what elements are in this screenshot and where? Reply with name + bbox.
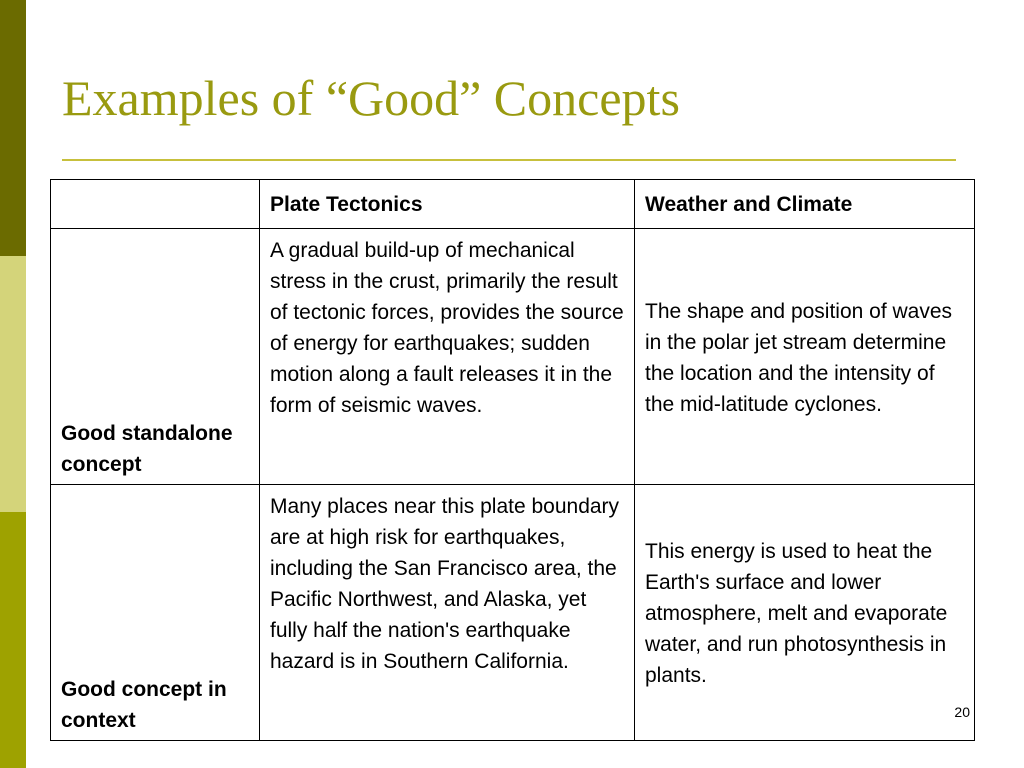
title-divider: [62, 159, 956, 161]
table-header-row: [51, 180, 975, 229]
decorative-bar-bottom: [0, 512, 26, 768]
row-label-in-context: Good concept in context: [51, 485, 260, 741]
cell-plate-tectonics-in-context: Many places near this plate boundary are at high risk for earthquakes, including the San Francisco area, the Pacific Northwest, and Alaska, yet fully half the nation's earthquake hazard is in Southern California.: [260, 485, 635, 741]
cell-weather-climate-standalone: The shape and position of waves in the polar jet stream determine the location and the intensity of the mid-latitude cyclones.: [635, 229, 975, 485]
header-weather-climate: Weather and Climate: [635, 180, 975, 229]
slide-title: Examples of “Good” Concepts: [62, 70, 680, 126]
header-plate-tectonics: Plate Tectonics: [260, 180, 635, 229]
table-row: [51, 229, 975, 485]
cell-weather-climate-in-context: This energy is used to heat the Earth's surface and lower atmosphere, melt and evaporate water, and run photosynthesis in plants.: [635, 485, 975, 741]
decorative-bar-middle: [0, 256, 26, 512]
decorative-bar-top: [0, 0, 26, 256]
table-row: [51, 485, 975, 741]
page-number: 20: [954, 704, 970, 720]
row-label-standalone: Good standalone concept: [51, 229, 260, 485]
cell-plate-tectonics-standalone: A gradual build-up of mechanical stress in the crust, primarily the result of tectonic forces, provides the source of energy for earthquakes; sudden motion along a fault releases it in the form of seismic waves.: [260, 229, 635, 485]
concepts-table: [50, 179, 975, 741]
header-empty: [51, 180, 260, 229]
